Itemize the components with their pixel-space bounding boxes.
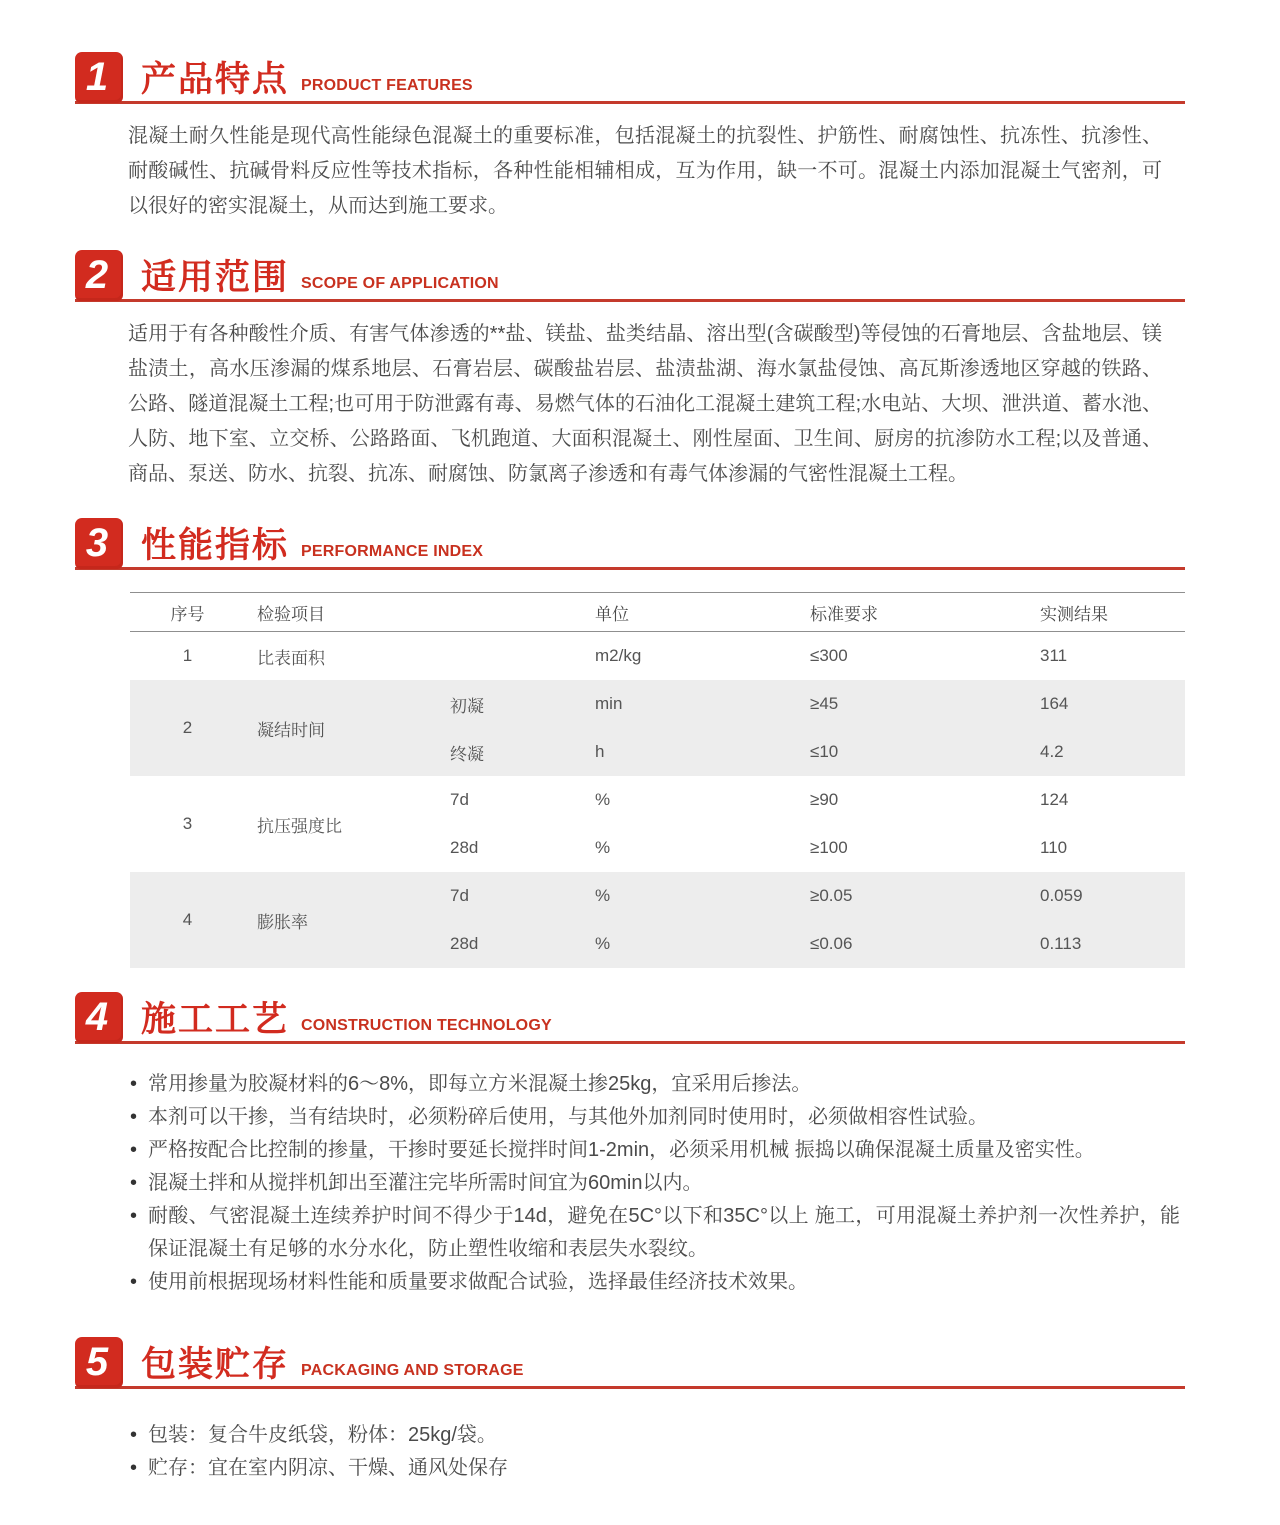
section-number: 1 <box>85 55 109 99</box>
cell-item: 膨胀率 <box>257 912 308 932</box>
table-subrow <box>430 872 1185 920</box>
table-row <box>130 632 1185 680</box>
cell-requirement: ≥100 <box>810 838 848 857</box>
cell-unit: % <box>595 886 611 905</box>
cell-serial: 3 <box>182 814 193 833</box>
section-5-subtitle-en: PACKAGING AND STORAGE <box>301 1362 524 1379</box>
col-header-requirement: 标准要求 <box>810 604 878 624</box>
cell-requirement: ≤10 <box>810 742 839 761</box>
section-construction-technology <box>0 992 1280 1299</box>
cell-subitem: 终凝 <box>450 744 484 764</box>
list-item: • 严格按配合比控制的掺量，干掺时要延长搅拌时间1-2min，必须采用机械 振捣以确保混凝土质量及密实性。 <box>128 1134 1180 1167</box>
section-number: 4 <box>85 995 109 1039</box>
table-header-row <box>130 592 1185 632</box>
scope-of-application-paragraph: 适用于有各种酸性介质、有害气体渗透的**盐、镁盐、盐类结晶、溶出型(含碳酸型)等侵蚀的石膏地层、含盐地层、镁盐渍土，高水压渗漏的煤系地层、石膏岩层、碳酸盐岩层、盐渍盐湖、海水氯盐侵蚀、高瓦斯渗透地区穿越的铁路、公路、隧道混凝土工程;也可用于防泄露有毒、易燃气体的石油化工混凝土建筑工程;水电站、大坝、泄洪道、蓄水池、人防、地下室、立交桥、公路路面、飞机跑道、大面积混凝土、刚性屋面、卫生间、厨房的抗渗防水工程;以及普通、商品、泵送、防水、抗裂、抗冻、耐腐蚀、防氯离子渗透和有毒气体渗漏的气密性混凝土工程。 <box>128 323 1162 485</box>
cell-unit: % <box>595 790 611 809</box>
col-header-unit: 单位 <box>595 604 629 624</box>
section-performance-index <box>0 518 1280 968</box>
construction-technology-list <box>128 1068 1180 1299</box>
section-2-header <box>75 250 1185 302</box>
packaging-storage-list <box>128 1419 1180 1485</box>
section-3-subtitle-en: PERFORMANCE INDEX <box>301 543 484 560</box>
cell-item: 比表面积 <box>257 648 325 668</box>
table-subrow <box>430 728 1185 776</box>
section-2-subtitle-en: SCOPE OF APPLICATION <box>301 275 499 292</box>
cell-item: 凝结时间 <box>257 720 325 740</box>
col-header-serial: 序号 <box>170 604 205 624</box>
section-number: 2 <box>85 253 109 297</box>
cell-unit: % <box>595 934 611 953</box>
table-subrow <box>430 680 1185 728</box>
cell-result: 124 <box>1040 790 1069 809</box>
cell-item: 抗压强度比 <box>257 816 342 836</box>
cell-subitem: 初凝 <box>450 696 484 716</box>
cell-unit: min <box>595 694 623 713</box>
table-subrow <box>430 632 1185 680</box>
list-item: • 使用前根据现场材料性能和质量要求做配合试验，选择最佳经济技术效果。 <box>128 1266 1180 1299</box>
list-item: • 耐酸、气密混凝土连续养护时间不得少于14d，避免在5C°以下和35C°以上 施工，可用混凝土养护剂一次性养护，能保证混凝土有足够的水分水化，防止塑性收缩和表层失水裂纹。 <box>128 1200 1180 1266</box>
section-number: 5 <box>85 1340 109 1384</box>
section-3-number-badge <box>75 518 123 569</box>
cell-subitem: 28d <box>450 838 479 857</box>
performance-index-table <box>130 592 1185 968</box>
table-subrow <box>430 920 1185 968</box>
section-3-header <box>75 518 1185 570</box>
col-header-result: 实测结果 <box>1040 604 1108 624</box>
list-item: • 常用掺量为胶凝材料的6～8%，即每立方米混凝土掺25kg，宜采用后掺法。 <box>128 1068 1180 1101</box>
cell-requirement: ≥45 <box>810 694 839 713</box>
section-1-title: 产品特点 <box>141 60 290 99</box>
section-1-header <box>75 52 1185 104</box>
cell-subitem: 7d <box>450 886 469 905</box>
table-subrow <box>430 776 1185 824</box>
product-features-paragraph: 混凝土耐久性能是现代高性能绿色混凝土的重要标准，包括混凝土的抗裂性、护筋性、耐腐蚀性、抗冻性、抗渗性、耐酸碱性、抗碱骨料反应性等技术指标，各种性能相辅相成，互为作用，缺一不可。混凝土内添加混凝土气密剂，可以很好的密实混凝土，从而达到施工要求。 <box>128 125 1162 217</box>
cell-subitem: 7d <box>450 790 469 809</box>
section-1-number-badge <box>75 52 123 103</box>
section-5-number-badge <box>75 1337 123 1388</box>
cell-requirement: ≥90 <box>810 790 839 809</box>
cell-result: 4.2 <box>1040 742 1064 761</box>
cell-requirement: ≤300 <box>810 646 848 665</box>
cell-requirement: ≤0.06 <box>810 934 853 953</box>
section-4-header <box>75 992 1185 1044</box>
section-1-subtitle-en: PRODUCT FEATURES <box>301 77 473 94</box>
cell-result: 110 <box>1040 838 1068 857</box>
table-subrow <box>430 824 1185 872</box>
section-number: 3 <box>85 521 109 565</box>
section-packaging-and-storage <box>0 1337 1280 1485</box>
col-header-item: 检验项目 <box>257 604 325 624</box>
section-3-title: 性能指标 <box>141 526 290 565</box>
section-4-number-badge <box>75 992 123 1043</box>
section-2-title: 适用范围 <box>141 258 290 297</box>
section-4-subtitle-en: CONSTRUCTION TECHNOLOGY <box>301 1017 552 1034</box>
list-item: • 包装：复合牛皮纸袋，粉体：25kg/袋。 <box>128 1419 1180 1452</box>
list-item: • 混凝土拌和从搅拌机卸出至灌注完毕所需时间宜为60min以内。 <box>128 1167 1180 1200</box>
cell-serial: 2 <box>182 718 193 737</box>
section-2-number-badge <box>75 250 123 301</box>
section-scope-of-application <box>0 250 1280 492</box>
cell-result: 311 <box>1040 646 1068 665</box>
section-5-header <box>75 1337 1185 1389</box>
cell-unit: h <box>595 742 605 761</box>
list-item: • 贮存：宜在室内阴凉、干燥、通风处保存 <box>128 1452 1180 1485</box>
section-4-title: 施工工艺 <box>141 1000 290 1039</box>
cell-subitem: 28d <box>450 934 479 953</box>
cell-result: 0.059 <box>1040 886 1083 905</box>
cell-serial: 1 <box>182 646 193 665</box>
cell-unit: % <box>595 838 611 857</box>
cell-unit: m2/kg <box>595 646 642 665</box>
list-item: • 本剂可以干掺，当有结块时，必须粉碎后使用，与其他外加剂同时使用时，必须做相容性试验。 <box>128 1101 1180 1134</box>
cell-serial: 4 <box>182 910 193 929</box>
table-row <box>130 680 1185 776</box>
cell-result: 164 <box>1040 694 1069 713</box>
cell-requirement: ≥0.05 <box>810 886 853 905</box>
cell-result: 0.113 <box>1040 934 1082 953</box>
table-row <box>130 776 1185 872</box>
section-product-features <box>0 52 1280 224</box>
section-5-title: 包装贮存 <box>141 1345 290 1384</box>
table-row <box>130 872 1185 968</box>
